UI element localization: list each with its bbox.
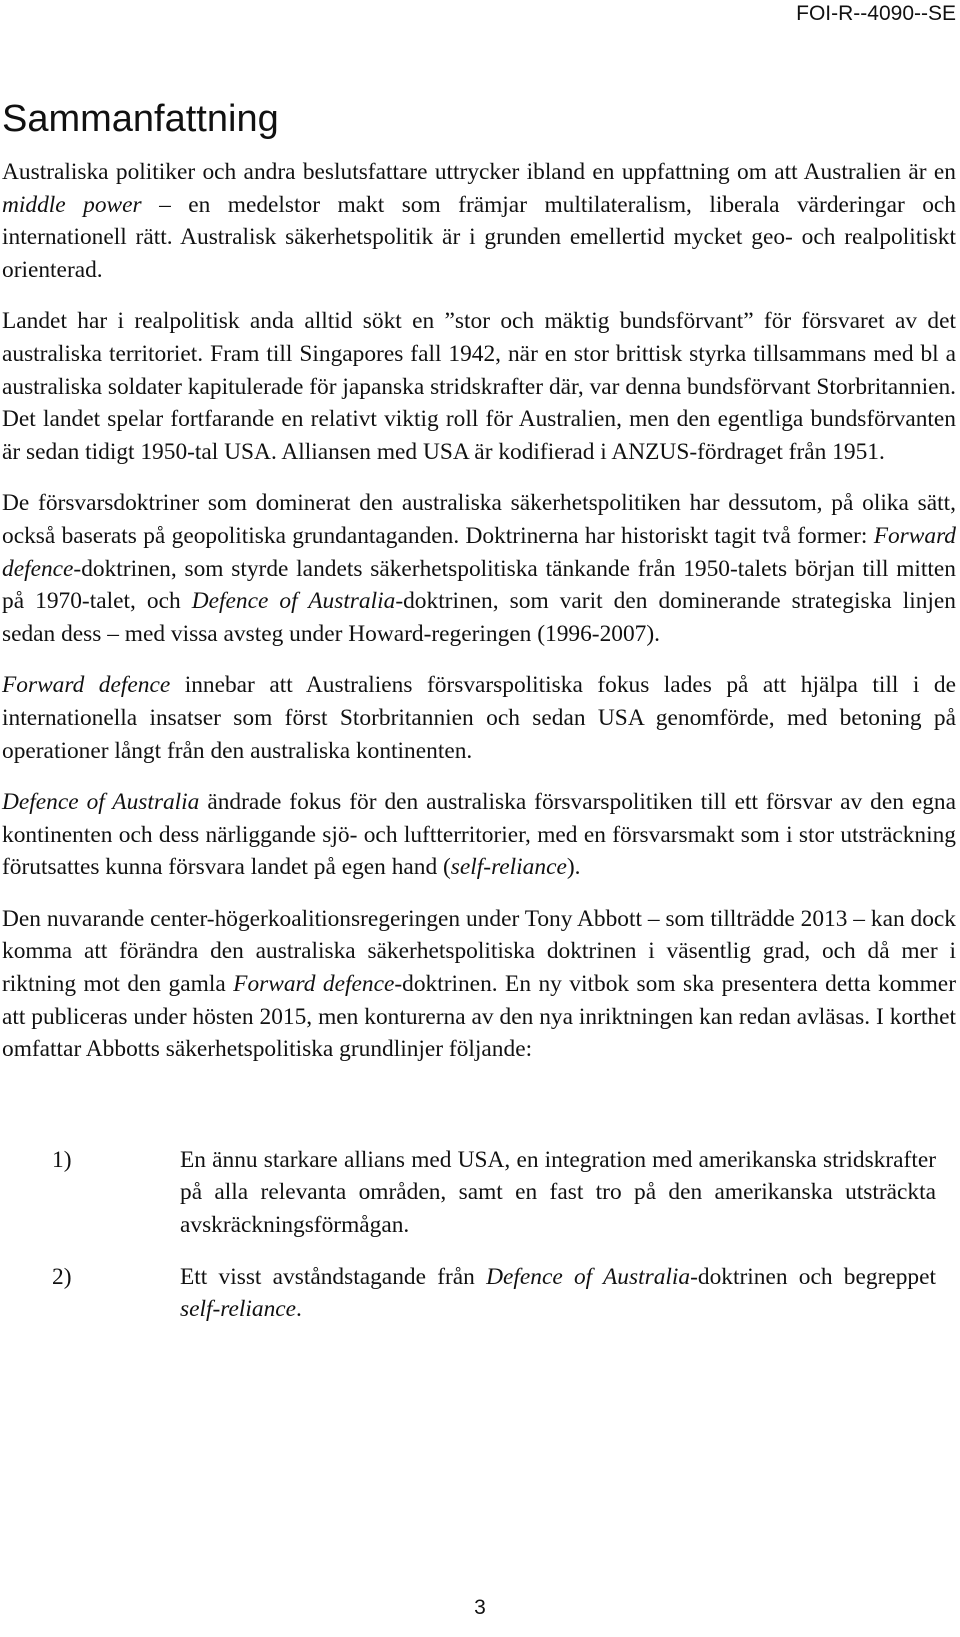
paragraph: Forward defence innebar att Australiens försvarspolitiska fokus lades på att hjälpa till i de internationella insatser som först Storbritannien och sedan USA genomförde, med betoning på operationer långt från den australiska kontinenten. bbox=[2, 672, 956, 764]
paragraph: Defence of Australia ändrade fokus för den australiska försvarspolitiken till ett försvar av den egna kontinenten och dess närliggande sjö- och luftterritorier, med en försvarsmakt som i stor utsträckning förutsattes kunna försvara landet på egen hand (self-reliance). bbox=[2, 789, 957, 881]
list-item-number: 2) bbox=[52, 1263, 72, 1290]
italic-term: middle power bbox=[2, 191, 142, 218]
list-item-text: Ett visst avståndstagande från Defence of Australia-doktrinen och begreppet self-reliance. bbox=[180, 1263, 937, 1323]
paragraph: Den nuvarande center-högerkoalitionsregeringen under Tony Abbott – som tillträdde 2013 – kan dock komma att förändra den australiska säkerhetspolitiska doktrinen i väsentlig grad, och då mer i riktning mot den gamla Forward defence-doktrinen. En ny vitbok som ska presentera detta kommer att publiceras under hösten 2015, men konturerna av den nya inriktningen kan redan avläsas. I korthet omfattar Abbotts säkerhetspolitiska grundlinjer följande: bbox=[2, 905, 956, 1063]
italic-term: Defence of Australia bbox=[2, 789, 200, 816]
page-number: 3 bbox=[474, 1596, 486, 1619]
italic-term: self-reliance bbox=[450, 854, 567, 881]
italic-term: Forward defence bbox=[2, 522, 956, 582]
document-id: FOI-R--4090--SE bbox=[796, 2, 956, 25]
italic-term: Defence of Australia bbox=[191, 588, 396, 615]
list-item-number: 1) bbox=[52, 1146, 72, 1173]
italic-term: Defence of Australia bbox=[486, 1263, 691, 1290]
italic-term: Forward defence bbox=[233, 971, 395, 998]
list-item-text: En ännu starkare allians med USA, en integration med amerikanska stridskrafter på alla relevanta områden, samt en fast tro på den amerikanska utsträckta avskräckningsförmågan. bbox=[180, 1146, 936, 1239]
list-item bbox=[2, 1144, 956, 1242]
italic-term: self-reliance bbox=[180, 1296, 297, 1323]
italic-term: Forward defence bbox=[2, 672, 171, 699]
list-item bbox=[2, 1261, 956, 1326]
numbered-list bbox=[2, 1144, 956, 1326]
paragraph: Landet har i realpolitisk anda alltid sökt en ”stor och mäktig bundsförvant” för försvaret av det australiska territoriet. Fram till Singapores fall 1942, när en stor brittisk styrka tillsammans med bl a australiska soldater kapitulerade för japanska stridskrafter där, var denna bundsförvant Storbritannien. Det landet spelar fortfarande en relativt viktig roll för Australien, men den egentliga bundsförvanten är sedan tidigt 1950-tal USA. Alliansen med USA är kodifierad i ANZUS-fördraget från 1951. bbox=[2, 308, 956, 465]
page-title: Sammanfattning bbox=[2, 98, 279, 140]
paragraph: De försvarsdoktriner som dominerat den australiska säkerhetspolitiken har dessutom, på olika sätt, också baserats på geopolitiska grundantaganden. Doktrinerna har historiskt tagit två former: Forward defence-doktrinen, som styrde landets säkerhetspolitiska tänkande från 1950-talets början till mitten på 1970-talet, och Defence of Australia-doktrinen, som varit den dominerande strategiska linjen sedan dess – med vissa avsteg under Howard-regeringen (1996-2007). bbox=[2, 490, 956, 647]
paragraph: Australiska politiker och andra beslutsfattare uttrycker ibland en uppfattning om att Australien är en middle power – en medelstor makt som främjar multilateralism, liberala värderingar och internationell rätt. Australisk säkerhetspolitik är i grunden emellertid mycket geo- och realpolitiskt orienterad. bbox=[2, 159, 956, 283]
document-body bbox=[2, 156, 956, 1345]
